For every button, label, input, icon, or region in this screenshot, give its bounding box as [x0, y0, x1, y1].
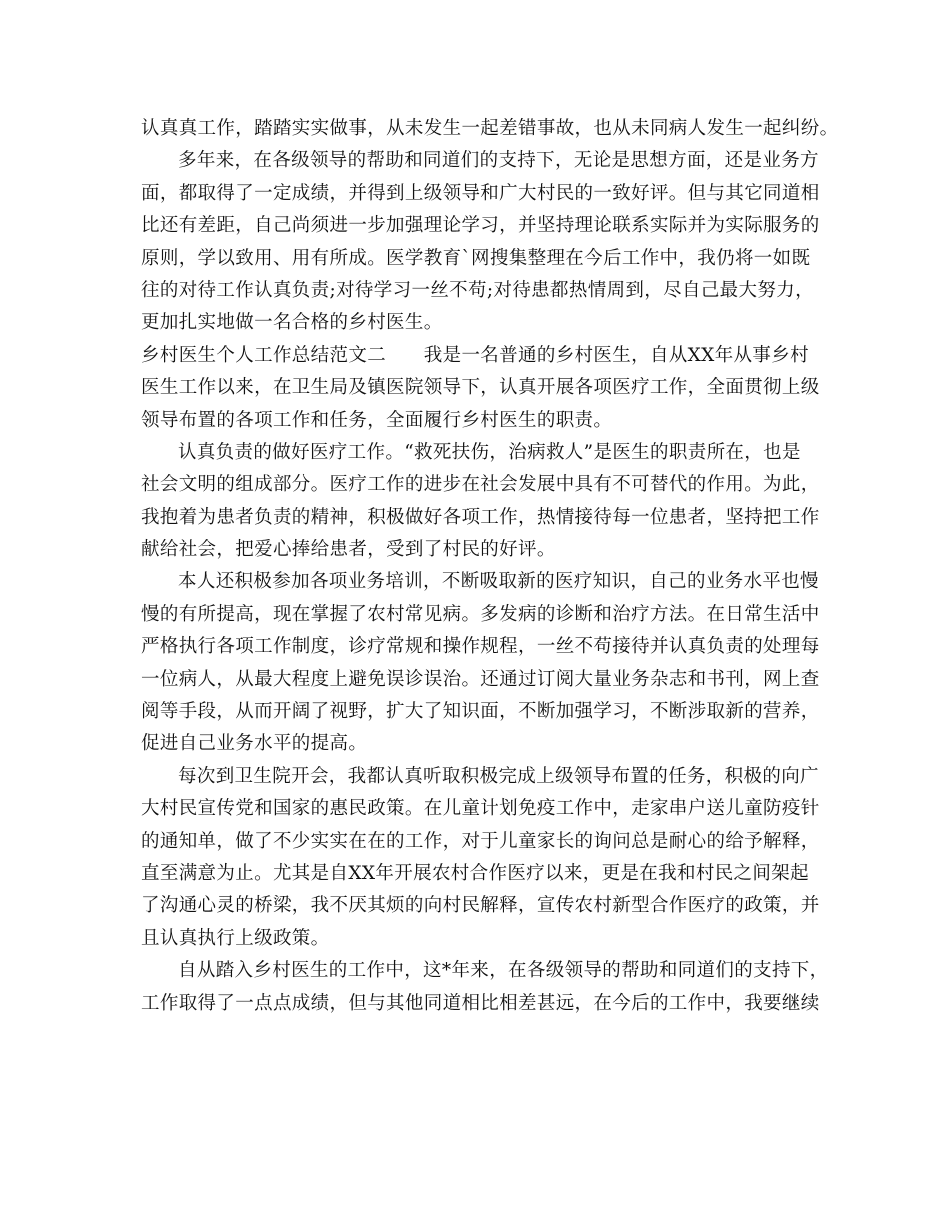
text-line: 社会文明的组成部分。医疗工作的进步在社会发展中具有不可替代的作用。为此， — [141, 474, 820, 496]
text-line: 每次到卫生院开会，我都认真听取积极完成上级领导布置的任务，积极的向广 — [178, 765, 819, 787]
text-line: 大村民宣传党和国家的惠民政策。在儿童计划免疫工作中，走家串户送儿童防疫针 — [141, 798, 820, 820]
text-line: 慢的有所提高，现在掌握了农村常见病。多发病的诊断和治疗方法。在日常生活中 — [141, 603, 820, 625]
text-line: 医生工作以来，在卫生局及镇医院领导下，认真开展各项医疗工作，全面贯彻上级 — [141, 377, 820, 399]
text-line: 严格执行各项工作制度，诊疗常规和操作规程，一丝不苟接待并认真负责的处理每 — [141, 636, 820, 658]
text-line: 阅等手段，从而开阔了视野，扩大了知识面，不断加强学习，不断涉取新的营养， — [141, 701, 820, 723]
text-line: 直至满意为止。尤其是自XX年开展农村合作医疗以来，更是在我和村民之间架起 — [141, 862, 809, 884]
text-line: 多年来，在各级领导的帮助和同道们的支持下，无论是思想方面，还是业务方 — [178, 150, 819, 172]
text-line: 认真负责的做好医疗工作。“救死扶伤，治病救人”是医生的职责所在，也是 — [178, 441, 801, 463]
text-line: 更加扎实地做一名合格的乡村医生。 — [141, 312, 443, 334]
text-line: 且认真执行上级政策。 — [141, 927, 330, 949]
text-line: 我抱着为患者负责的精神，积极做好各项工作，热情接待每一位患者，坚持把工作 — [141, 506, 820, 528]
text-line: 了沟通心灵的桥梁，我不厌其烦的向村民解释，宣传农村新型合作医疗的政策，并 — [141, 895, 820, 917]
text-line: 乡村医生个人工作总结范文二 我是一名普通的乡村医生，自从XX年从事乡村 — [141, 344, 809, 366]
text-line: 自从踏入乡村医生的工作中，这*年来，在各级领导的帮助和同道们的支持下， — [178, 960, 829, 982]
document-body — [141, 113, 839, 1020]
text-line: 往的对待工作认真负责;对待学习一丝不苟;对待患都热情周到，尽自己最大努力， — [141, 279, 814, 301]
text-line: 领导布置的各项工作和任务，全面履行乡村医生的职责。 — [141, 409, 613, 431]
text-line: 原则，学以致用、用有所成。医学教育`网搜集整理在今后工作中，我仍将一如既 — [141, 247, 811, 269]
text-line: 本人还积极参加各项业务培训，不断吸取新的医疗知识，自己的业务水平也慢 — [178, 571, 819, 593]
text-line: 面，都取得了一定成绩，并得到上级领导和广大村民的一致好评。但与其它同道相 — [141, 182, 820, 204]
text-line: 献给社会，把爱心捧给患者，受到了村民的好评。 — [141, 539, 556, 561]
text-line: 比还有差距，自己尚须进一步加强理论学习，并坚持理论联系实际并为实际服务的 — [141, 215, 820, 237]
text-line: 一位病人，从最大程度上避免误诊误治。还通过订阅大量业务杂志和书刊，网上查 — [141, 668, 820, 690]
text-line: 工作取得了一点点成绩，但与其他同道相比相差甚远，在今后的工作中，我要继续 — [141, 992, 820, 1014]
text-line: 的通知单，做了不少实实在在的工作，对于儿童家长的询问总是耐心的给予解释， — [141, 830, 820, 852]
text-line: 认真真工作，踏踏实实做事，从未发生一起差错事故，也从未同病人发生一起纠纷。 — [141, 118, 839, 139]
text-line: 促进自己业务水平的提高。 — [141, 733, 368, 755]
